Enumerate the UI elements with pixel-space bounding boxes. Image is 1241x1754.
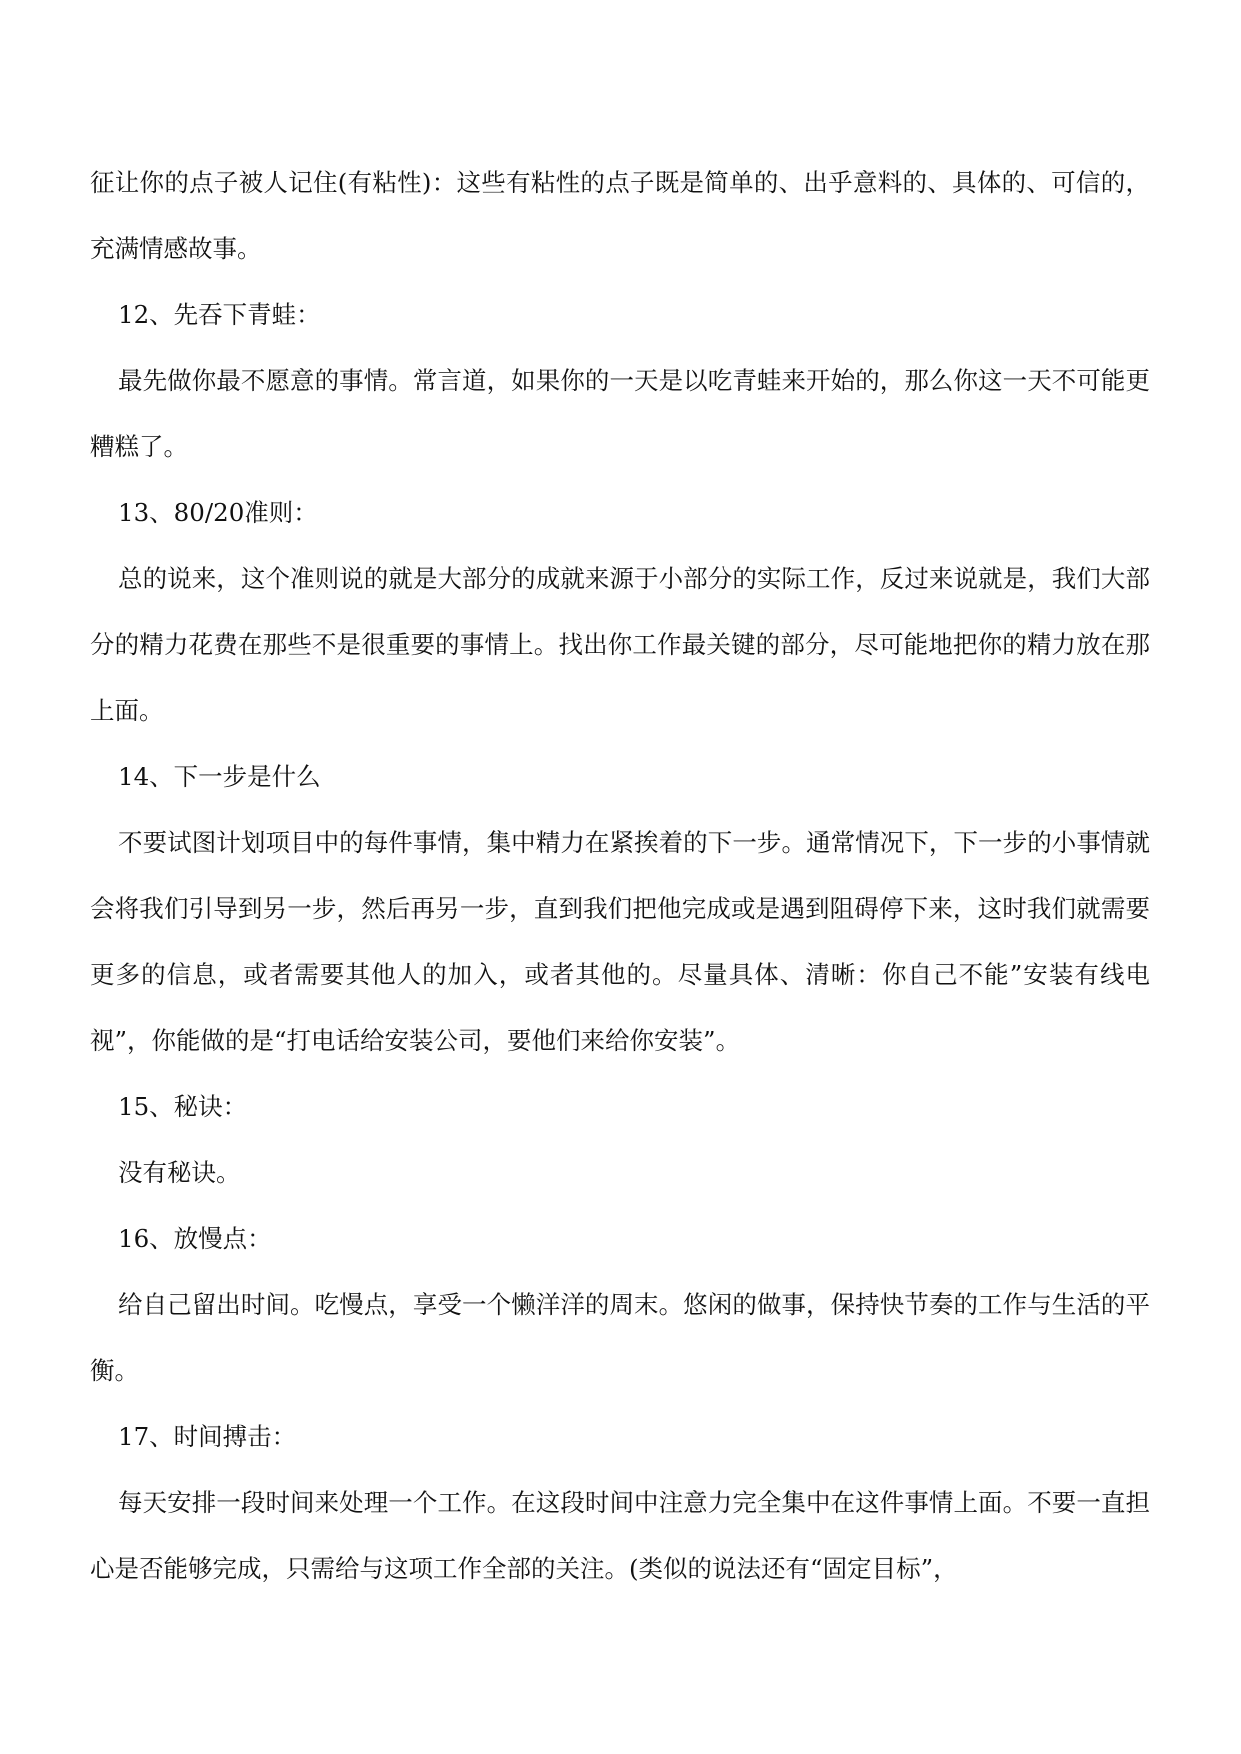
paragraph-80-20-rule: 总的说来，这个准则说的就是大部分的成就来源于小部分的实际工作，反过来说就是，我们大部分的精力花费在那些不是很重要的事情上。找出你工作最关键的部分，尽可能地把你的精力放在那上面。 — [90, 564, 1150, 725]
paragraph-eat-the-frog: 最先做你最不愿意的事情。常言道，如果你的一天是以吃青蛙来开始的，那么你这一天不可能更糟糕了。 — [90, 366, 1150, 461]
document-page — [90, 150, 1150, 1602]
heading-time-boxing: 17、时间搏击： — [118, 1422, 297, 1451]
paragraph-time-boxing: 每天安排一段时间来处理一个工作。在这段时间中注意力完全集中在这件事情上面。不要一直担心是否能够完成，只需给与这项工作全部的关注。(类似的说法还有“固定目标”， — [90, 1488, 1150, 1583]
heading-eat-the-frog: 12、先吞下青蛙： — [118, 300, 321, 329]
paragraph-secret: 没有秘诀。 — [118, 1158, 241, 1187]
paragraph-sticky-ideas: 征让你的点子被人记住(有粘性)：这些有粘性的点子既是简单的、出乎意料的、具体的、可信的，充满情感故事。 — [90, 168, 1150, 263]
heading-80-20-rule: 13、80/20准则： — [118, 498, 318, 527]
heading-slow-down: 16、放慢点： — [118, 1224, 272, 1253]
heading-secret: 15、秘诀： — [118, 1092, 248, 1121]
heading-next-step: 14、下一步是什么 — [118, 762, 321, 791]
paragraph-slow-down: 给自己留出时间。吃慢点，享受一个懒洋洋的周末。悠闲的做事，保持快节奏的工作与生活的平衡。 — [90, 1290, 1150, 1385]
paragraph-next-step: 不要试图计划项目中的每件事情，集中精力在紧挨着的下一步。通常情况下，下一步的小事情就会将我们引导到另一步，然后再另一步，直到我们把他完成或是遇到阻碍停下来，这时我们就需要更多的信息，或者需要其他人的加入，或者其他的。尽量具体、清晰：你自己不能”安装有线电视”，你能做的是“打电话给安装公司，要他们来给你安装”。 — [90, 828, 1150, 1055]
